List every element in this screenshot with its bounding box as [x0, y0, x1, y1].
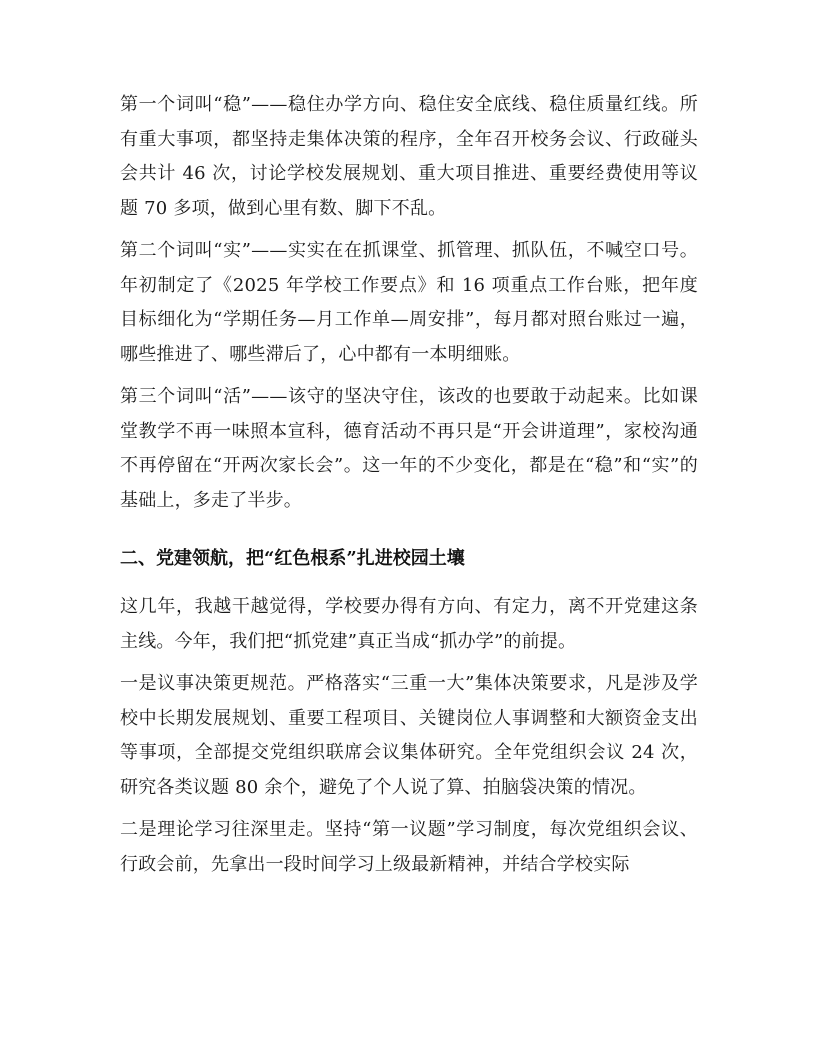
section-heading-party-building: 二、党建领航，把“红色根系”扎进校园土壤 — [120, 548, 465, 569]
document-body — [120, 88, 698, 890]
paragraph-theory-study: 二是理论学习往深里走。坚持“第一议题”学习制度，每次党组织会议、行政会前，先拿出一段时间学习上级最新精神，并结合学校实际 — [120, 819, 698, 875]
paragraph-flexibility: 第三个词叫“活”——该守的坚决守住，该改的也要敢于动起来。比如课堂教学不再一味照本宣科，德育活动不再只是“开会讲道理”，家校沟通不再停留在“开两次家长会”。这一年的不少变化，都是在“稳”和“实”的基础上，多走了半步。 — [120, 386, 698, 511]
paragraph-party-building-intro: 这几年，我越干越觉得，学校要办得有方向、有定力，离不开党建这条主线。今年，我们把“抓党建”真正当成“抓办学”的前提。 — [120, 596, 698, 652]
paragraph-decision-making: 一是议事决策更规范。严格落实“三重一大”集体决策要求，凡是涉及学校中长期发展规划、重要工程项目、关键岗位人事调整和大额资金支出等事项，全部提交党组织联席会议集体研究。全年党组织会议 24 次，研究各类议题 80 余个，避免了个人说了算、拍脑袋决策的情况。 — [120, 673, 698, 798]
paragraph-practicality: 第二个词叫“实”——实实在在抓课堂、抓管理、抓队伍，不喊空口号。年初制定了《2025 年学校工作要点》和 16 项重点工作台账，把年度目标细化为“学期任务—月工作单—周安排”，每月都对照台账过一遍，哪些推进了、哪些滞后了，心中都有一本明细账。 — [120, 240, 698, 365]
paragraph-stability: 第一个词叫“稳”——稳住办学方向、稳住安全底线、稳住质量红线。所有重大事项，都坚持走集体决策的程序，全年召开校务会议、行政碰头会共计 46 次，讨论学校发展规划、重大项目推进、重要经费使用等议题 70 多项，做到心里有数、脚下不乱。 — [120, 94, 698, 219]
